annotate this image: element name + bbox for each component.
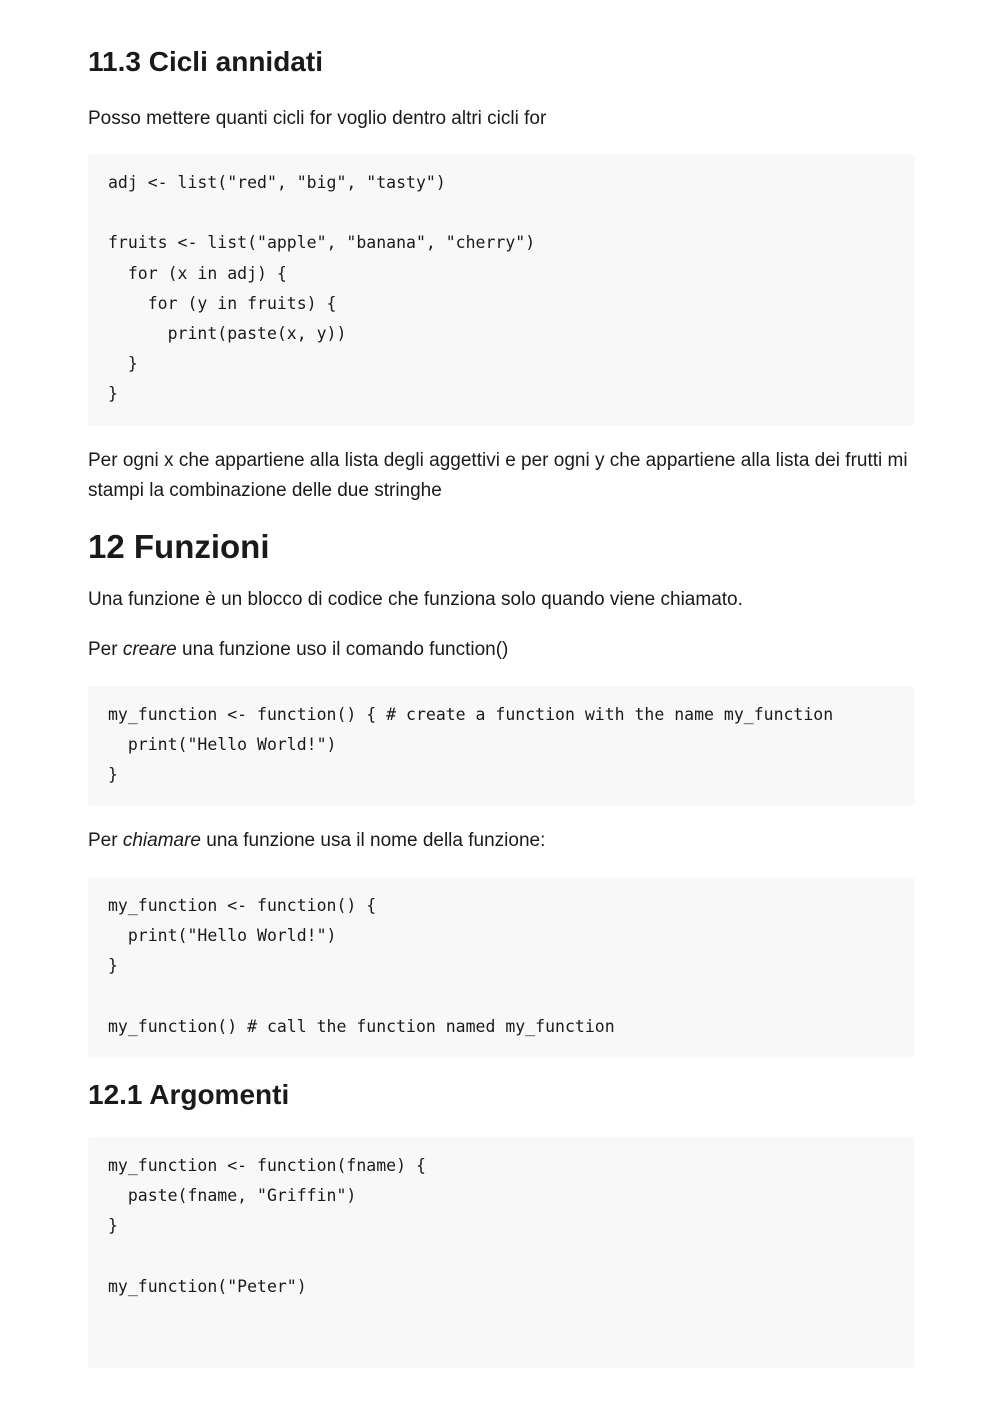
create-text-post: una funzione uso il comando function() <box>176 639 509 660</box>
code-nested-loops: adj <- list("red", "big", "tasty") fruits <- list("apple", "banana", "cherry") for (x in adj) { for (y in fruits) { print(paste(x, y)) } } <box>108 173 536 404</box>
section-heading-argomenti: 12.1 Argomenti <box>88 1079 290 1110</box>
code-block-nested-loops <box>88 154 914 426</box>
funzioni-create-text <box>88 635 914 665</box>
section-heading-funzioni: 12 Funzioni <box>88 528 270 565</box>
section-heading-cicli-annidati: 11.3 Cicli annidati <box>88 46 323 77</box>
cicli-annidati-explanation: Per ogni x che appartiene alla lista degli aggettivi e per ogni y che appartiene alla lista dei frutti mi stampi la combinazione delle due stringhe <box>88 450 908 501</box>
cicli-annidati-intro: Posso mettere quanti cicli for voglio dentro altri cicli for <box>88 108 547 129</box>
funzioni-call-text <box>88 826 914 856</box>
create-text-pre: Per <box>88 639 123 660</box>
code-call-function: my_function <- function() { print("Hello World!") } my_function() # call the function named my_function <box>108 896 615 1036</box>
code-block-create-function <box>88 686 914 806</box>
funzioni-intro: Una funzione è un blocco di codice che funziona solo quando viene chiamato. <box>88 589 743 610</box>
create-text-emphasis: creare <box>122 639 177 660</box>
call-text-pre: Per <box>88 830 123 851</box>
code-create-function: my_function <- function() { # create a function with the name my_function print("Hello World!") } <box>108 705 834 785</box>
call-text-post: una funzione usa il nome della funzione: <box>201 830 546 851</box>
code-block-call-function <box>88 877 914 1057</box>
code-arguments: my_function <- function(fname) { paste(fname, "Griffin") } my_function("Peter") <box>108 1156 426 1296</box>
code-block-arguments <box>88 1137 914 1368</box>
call-text-emphasis: chiamare <box>122 830 202 851</box>
